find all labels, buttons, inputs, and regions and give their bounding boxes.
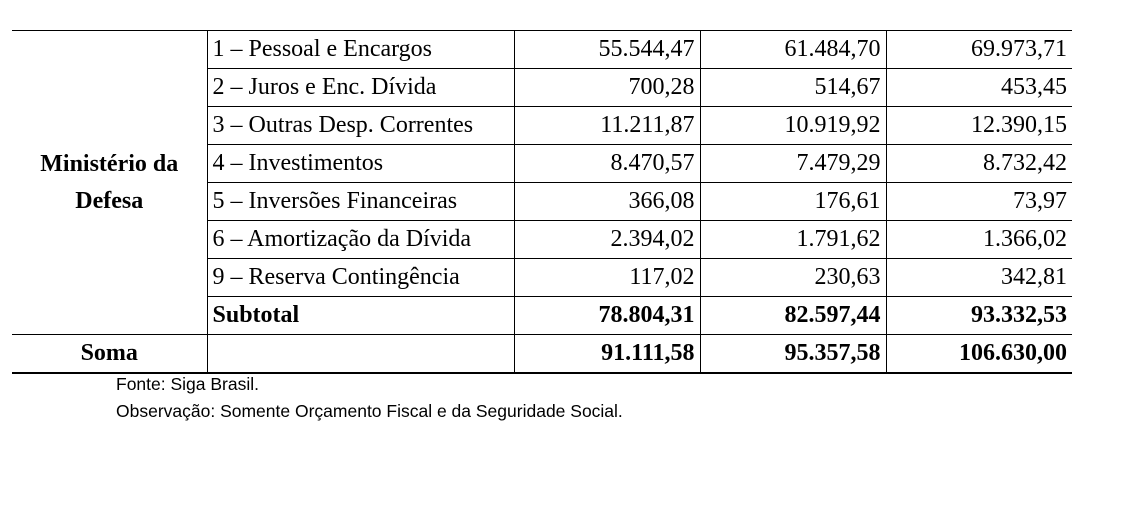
row-value: 7.479,29 — [700, 145, 886, 183]
row-value: 55.544,47 — [514, 31, 700, 69]
row-value: 8.732,42 — [886, 145, 1072, 183]
subtotal-value: 82.597,44 — [700, 297, 886, 335]
row-value: 8.470,57 — [514, 145, 700, 183]
row-value: 366,08 — [514, 183, 700, 221]
total-value: 91.111,58 — [514, 335, 700, 374]
row-value: 12.390,15 — [886, 107, 1072, 145]
source-note: Fonte: Siga Brasil. — [116, 374, 259, 394]
row-value: 514,67 — [700, 69, 886, 107]
row-value: 230,63 — [700, 259, 886, 297]
row-label: 2 – Juros e Enc. Dívida — [207, 69, 514, 107]
total-row — [12, 335, 1072, 374]
total-label: Soma — [12, 335, 207, 374]
row-value: 117,02 — [514, 259, 700, 297]
organization-cell — [12, 31, 207, 335]
row-value: 176,61 — [700, 183, 886, 221]
total-value: 106.630,00 — [886, 335, 1072, 374]
row-value: 1.366,02 — [886, 221, 1072, 259]
row-value: 1.791,62 — [700, 221, 886, 259]
row-value: 453,45 — [886, 69, 1072, 107]
row-value: 342,81 — [886, 259, 1072, 297]
row-label: 5 – Inversões Financeiras — [207, 183, 514, 221]
row-label: 1 – Pessoal e Encargos — [207, 31, 514, 69]
organization-name-line2: Defesa — [75, 187, 144, 214]
row-value: 11.211,87 — [514, 107, 700, 145]
row-value: 69.973,71 — [886, 31, 1072, 69]
subtotal-value: 78.804,31 — [514, 297, 700, 335]
total-value: 95.357,58 — [700, 335, 886, 374]
row-label: 4 – Investimentos — [207, 145, 514, 183]
row-label: 3 – Outras Desp. Correntes — [207, 107, 514, 145]
subtotal-value: 93.332,53 — [886, 297, 1072, 335]
organization-name-line1: Ministério da — [40, 150, 179, 177]
row-value: 61.484,70 — [700, 31, 886, 69]
row-value: 700,28 — [514, 69, 700, 107]
table-notes — [116, 371, 623, 425]
row-value: 73,97 — [886, 183, 1072, 221]
observation-note: Observação: Somente Orçamento Fiscal e da Seguridade Social. — [116, 401, 623, 421]
table-row — [12, 31, 1072, 69]
budget-table — [12, 30, 1072, 374]
row-value: 2.394,02 — [514, 221, 700, 259]
row-label: 9 – Reserva Contingência — [207, 259, 514, 297]
row-label: 6 – Amortização da Dívida — [207, 221, 514, 259]
total-empty-cell — [207, 335, 514, 374]
row-value: 10.919,92 — [700, 107, 886, 145]
subtotal-label: Subtotal — [207, 297, 514, 335]
